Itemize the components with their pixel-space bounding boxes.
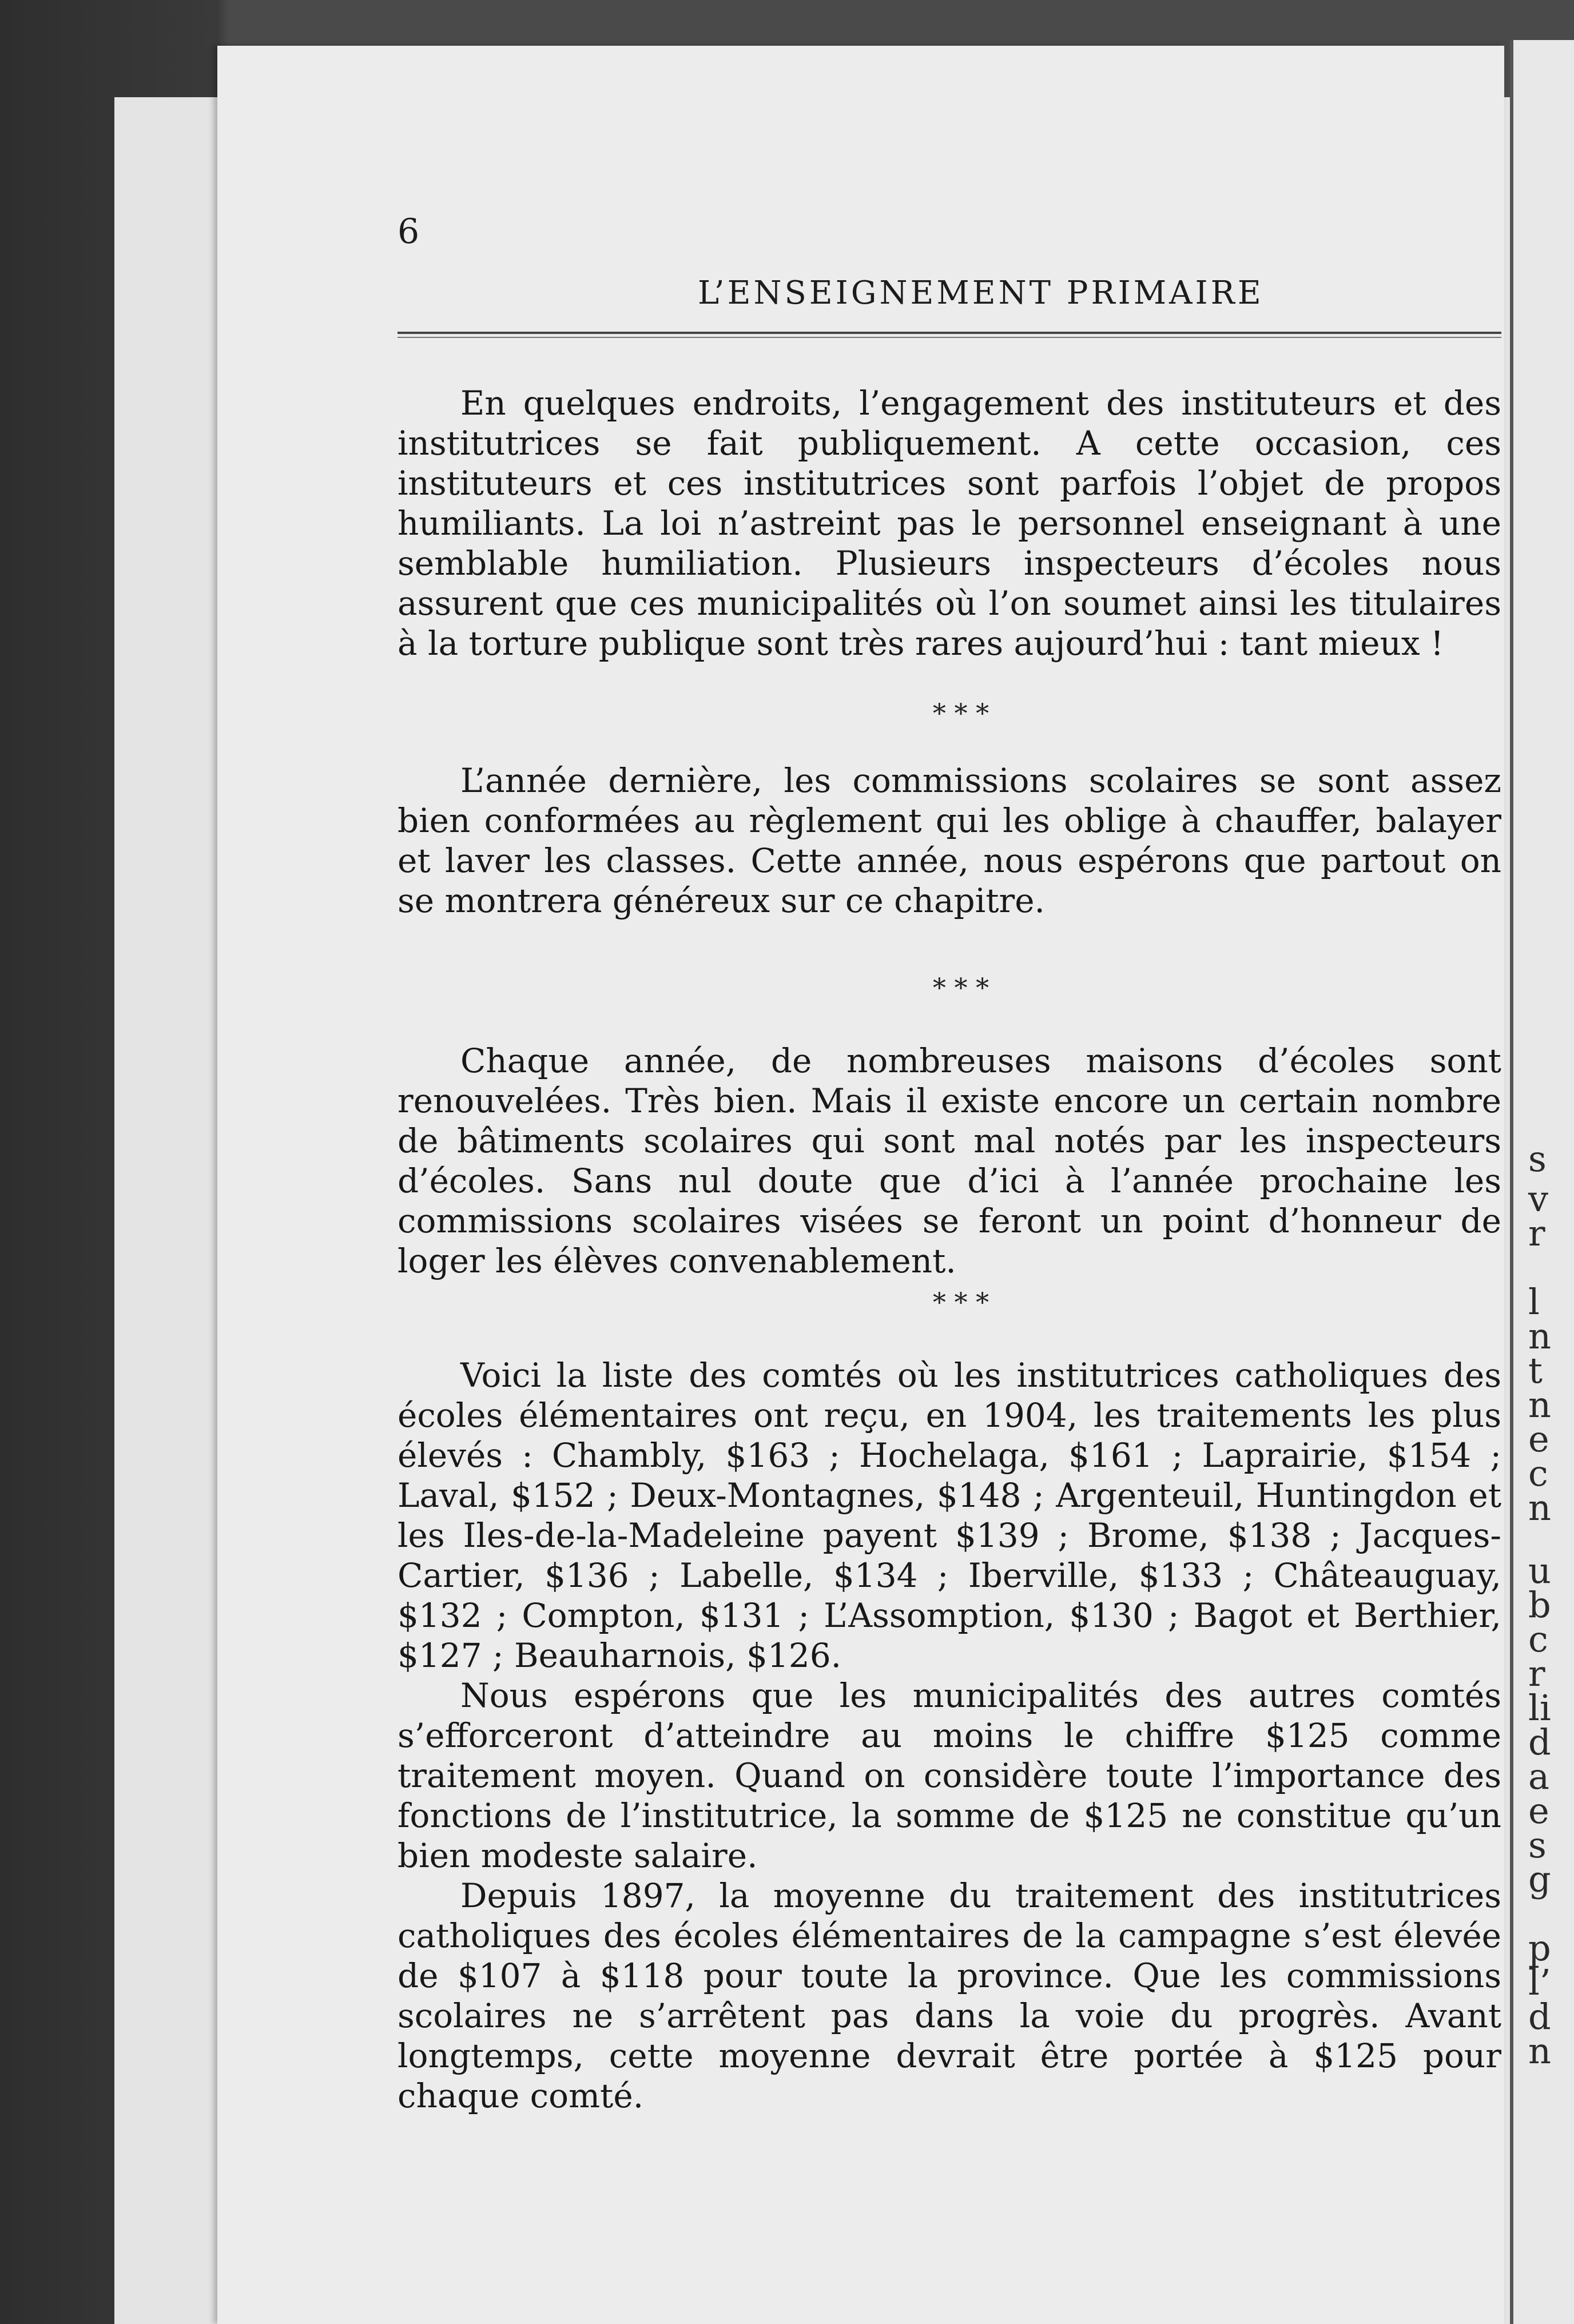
- fragment: c: [1528, 1618, 1548, 1660]
- paragraph-text: Depuis 1897, la moyenne du traitement des institutrices catholiques des écoles élémentaires de la campagne s’est élevée de $107 à $118 pour toute la province. Que les commissions scolaires ne s’arrêtent pas dans la voie du progrès. Avant longtemps, cette moyenne devrait être portée à $125 pour chaque comté.: [398, 1876, 1501, 2115]
- fragment: b: [1528, 1584, 1551, 1626]
- adjacent-page: [1510, 40, 1574, 2324]
- paragraph-text: Voici la liste des comtés où les institutrices catholiques des écoles élémentaires ont reçu, en 1904, les traitements les plus élevés : Chambly, $163 ; Hochelaga, $161 ; Laprairie, $154 ; Laval, $152 ; Deux-Montagnes, $148 ; Argenteuil, Huntingdon et les Iles-de-la-Madeleine payent $139 ; Brome, $138 ; Jacques-Cartier, $136 ; Labelle, $134 ; Iberville, $133 ; Châteauguay, $132 ; Compton, $131 ; L’Assomption, $130 ; Bagot et Berthier, $127 ; Beauharnois, $126.: [398, 1356, 1501, 1675]
- fragment: l: [1528, 1281, 1540, 1323]
- section-separator: * * *: [932, 972, 989, 1003]
- fragment: s: [1528, 1138, 1547, 1180]
- fragment: l’: [1528, 1961, 1551, 2003]
- fragment: n: [1528, 2030, 1551, 2072]
- fragment: c: [1528, 1452, 1548, 1494]
- fragment: u: [1528, 1550, 1551, 1591]
- paragraph-text: En quelques endroits, l’engagement des instituteurs et des institutrices se fait publiquement. A cette occasion, ces instituteurs et ces institutrices sont parfois l’objet de propos humiliants. La loi n’astreint pas le personnel enseignant à une semblable humiliation. Plusieurs inspecteurs d’écoles nous assurent que ces municipalités où l’on soumet ainsi les titulaires à la torture publique sont très rares aujourd’hui : tant mieux !: [398, 384, 1501, 663]
- fragment: n: [1528, 1315, 1551, 1357]
- paragraph-engagement: [398, 383, 1501, 663]
- fragment: p: [1528, 1927, 1551, 1969]
- paragraph-text: L’année dernière, les commissions scolaires se sont assez bien conformées au règlement qui les oblige à chauffer, balayer et laver les classes. Cette année, nous espérons que partout on se montrera généreux sur ce chapitre.: [398, 761, 1501, 920]
- fragment: s: [1528, 1824, 1547, 1866]
- paragraph-commissions: [398, 761, 1501, 921]
- fragment: n: [1528, 1487, 1551, 1529]
- section-separator: * * *: [932, 1287, 989, 1318]
- header-rule: [398, 332, 1501, 338]
- fragment: e: [1528, 1790, 1549, 1832]
- fragment: v: [1528, 1178, 1549, 1220]
- fragment: n: [1528, 1384, 1551, 1426]
- section-separator: * * *: [932, 698, 989, 729]
- paragraph-text: Chaque année, de nombreuses maisons d’écoles sont renouvelées. Très bien. Mais il existe encore un certain nombre de bâtiments scolaires qui sont mal notés par les inspecteurs d’écoles. Sans nul doute que d’ici à l’année prochaine les commissions scolaires visées se feront un point d’honneur de loger les élèves convenablement.: [398, 1041, 1501, 1280]
- fragment: d: [1528, 1721, 1551, 1763]
- paragraph-traitements: [398, 1355, 1501, 2116]
- document-page: [217, 46, 1504, 2324]
- paragraph-text: Nous espérons que les municipalités des autres comtés s’efforceront d’atteindre au moins le chiffre $125 comme traitement moyen. Quand on considère toute l’importance des fonctions de l’institutrice, la somme de $125 ne constitue qu’un bien modeste salaire.: [398, 1676, 1501, 1875]
- fragment: a: [1528, 1756, 1549, 1797]
- running-title: L’ENSEIGNEMENT PRIMAIRE: [698, 274, 1264, 312]
- fragment: g: [1528, 1859, 1551, 1900]
- fragment: t: [1528, 1350, 1543, 1391]
- page-number: 6: [398, 212, 420, 252]
- fragment: r: [1528, 1653, 1545, 1694]
- fragment: d: [1528, 1996, 1551, 2038]
- fragment: r: [1528, 1212, 1545, 1254]
- fragment: e: [1528, 1418, 1549, 1460]
- paragraph-maisons: [398, 1041, 1501, 1281]
- fragment: li: [1528, 1687, 1551, 1729]
